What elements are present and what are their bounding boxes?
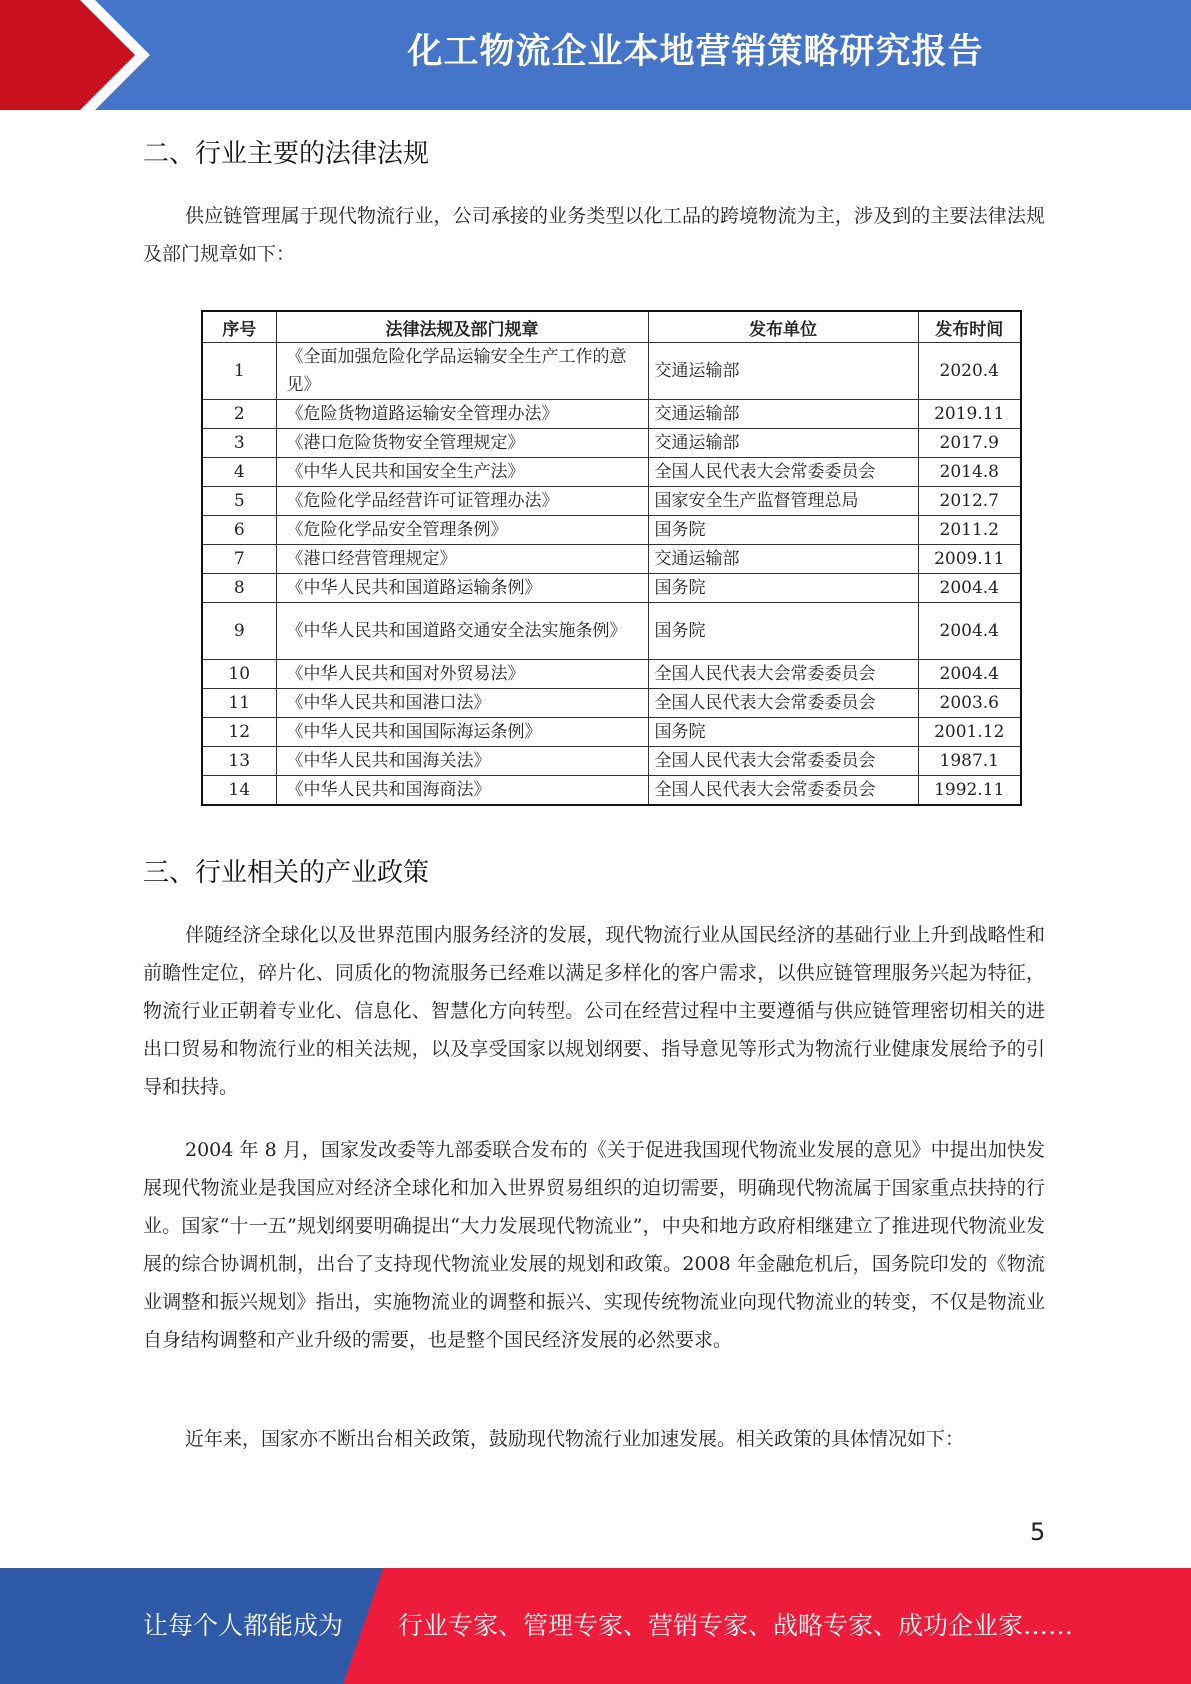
table-row [202, 545, 1021, 574]
cell-law: 《港口经营管理规定》 [276, 545, 648, 574]
cell-law: 《全面加强危险化学品运输安全生产工作的意见》 [276, 343, 648, 400]
cell-seq: 5 [202, 487, 276, 516]
cell-issuer: 国务院 [648, 574, 918, 603]
cell-law: 《中华人民共和国国际海运条例》 [276, 718, 648, 747]
cell-law: 《中华人民共和国道路交通安全法实施条例》 [276, 603, 648, 660]
cell-law: 《危险化学品经营许可证管理办法》 [276, 487, 648, 516]
table-row [202, 400, 1021, 429]
cell-seq: 4 [202, 458, 276, 487]
table-row [202, 660, 1021, 689]
laws-table [201, 310, 1022, 806]
cell-seq: 12 [202, 718, 276, 747]
cell-seq: 13 [202, 747, 276, 776]
section-3-paragraph-2: 2004 年 8 月，国家发改委等九部委联合发布的《关于促进我国现代物流业发展的意见》中提出加快发展现代物流业是我国应对经济全球化和加入世界贸易组织的迫切需要，明确现代物流属于国家重点扶持的行业。国家“十一五”规划纲要明确提出“大力发展现代物流业”，中央和地方政府相继建立了推进现代物流业发展的综合协调机制，出台了支持现代物流业发展的规划和政策。2008 年金融危机后，国务院印发的《物流业调整和振兴规划》指出，实施物流业的调整和振兴、实现传统物流业向现代物流业的转变，不仅是物流业自身结构调整和产业升级的需要，也是整个国民经济发展的必然要求。 [143, 1139, 1045, 1351]
table-row [202, 603, 1021, 660]
cell-date: 2001.12 [918, 718, 1021, 747]
cell-issuer: 国务院 [648, 516, 918, 545]
page-number: 5 [1030, 1518, 1046, 1546]
cell-date: 2012.7 [918, 487, 1021, 516]
footer-banner [0, 1568, 1191, 1684]
cell-date: 2019.11 [918, 400, 1021, 429]
table-row [202, 689, 1021, 718]
cell-seq: 14 [202, 776, 276, 806]
col-header-issuer: 发布单位 [648, 311, 918, 343]
table-row [202, 574, 1021, 603]
cell-date: 2003.6 [918, 689, 1021, 718]
cell-law: 《中华人民共和国道路运输条例》 [276, 574, 648, 603]
cell-date: 2014.8 [918, 458, 1021, 487]
cell-seq: 2 [202, 400, 276, 429]
col-header-date: 发布时间 [918, 311, 1021, 343]
cell-seq: 6 [202, 516, 276, 545]
cell-law: 《危险货物道路运输安全管理办法》 [276, 400, 648, 429]
cell-issuer: 交通运输部 [648, 545, 918, 574]
cell-seq: 1 [202, 343, 276, 400]
col-header-law: 法律法规及部门规章 [276, 311, 648, 343]
footer-slogan-left: 让每个人都能成为 [143, 1611, 344, 1640]
cell-issuer: 国务院 [648, 603, 918, 660]
cell-date: 2004.4 [918, 603, 1021, 660]
cell-law: 《中华人民共和国港口法》 [276, 689, 648, 718]
cell-issuer: 全国人民代表大会常委委员会 [648, 747, 918, 776]
cell-law: 《中华人民共和国海关法》 [276, 747, 648, 776]
footer-slogan-right: 行业专家、管理专家、营销专家、战略专家、成功企业家…… [398, 1611, 1074, 1640]
table-row [202, 516, 1021, 545]
table-row [202, 429, 1021, 458]
table-row [202, 747, 1021, 776]
cell-law: 《港口危险货物安全管理规定》 [276, 429, 648, 458]
header-red-arrow-icon [0, 0, 150, 110]
cell-date: 2009.11 [918, 545, 1021, 574]
cell-issuer: 国家安全生产监督管理总局 [648, 487, 918, 516]
cell-seq: 9 [202, 603, 276, 660]
section-2-intro: 供应链管理属于现代物流行业，公司承接的业务类型以化工品的跨境物流为主，涉及到的主要法律法规及部门规章如下： [143, 205, 1045, 265]
laws-table-container [201, 310, 1020, 806]
table-header-row [202, 311, 1021, 343]
cell-issuer: 全国人民代表大会常委委员会 [648, 458, 918, 487]
table-row [202, 343, 1021, 400]
cell-date: 2017.9 [918, 429, 1021, 458]
report-title: 化工物流企业本地营销策略研究报告 [407, 32, 984, 72]
cell-law: 《中华人民共和国安全生产法》 [276, 458, 648, 487]
cell-seq: 7 [202, 545, 276, 574]
cell-issuer: 交通运输部 [648, 343, 918, 400]
cell-law: 《危险化学品安全管理条例》 [276, 516, 648, 545]
table-row [202, 458, 1021, 487]
section-2-heading: 二、行业主要的法律法规 [143, 139, 430, 169]
cell-issuer: 全国人民代表大会常委委员会 [648, 776, 918, 806]
cell-law: 《中华人民共和国对外贸易法》 [276, 660, 648, 689]
laws-table-body [202, 343, 1021, 806]
table-row [202, 487, 1021, 516]
cell-date: 1992.11 [918, 776, 1021, 806]
header-banner [0, 0, 1191, 110]
cell-date: 2004.4 [918, 660, 1021, 689]
cell-date: 2020.4 [918, 343, 1021, 400]
cell-seq: 10 [202, 660, 276, 689]
section-3-paragraph-1: 伴随经济全球化以及世界范围内服务经济的发展，现代物流行业从国民经济的基础行业上升到战略性和前瞻性定位，碎片化、同质化的物流服务已经难以满足多样化的客户需求，以供应链管理服务兴起为特征，物流行业正朝着专业化、信息化、智慧化方向转型。公司在经营过程中主要遵循与供应链管理密切相关的进出口贸易和物流行业的相关法规，以及享受国家以规划纲要、指导意见等形式为物流行业健康发展给予的引导和扶持。 [143, 924, 1045, 1098]
col-header-seq: 序号 [202, 311, 276, 343]
cell-issuer: 全国人民代表大会常委委员会 [648, 660, 918, 689]
cell-issuer: 国务院 [648, 718, 918, 747]
cell-issuer: 全国人民代表大会常委委员会 [648, 689, 918, 718]
section-3-paragraph-3: 近年来，国家亦不断出台相关政策，鼓励现代物流行业加速发展。相关政策的具体情况如下： [185, 1428, 965, 1450]
cell-seq: 11 [202, 689, 276, 718]
cell-seq: 3 [202, 429, 276, 458]
cell-date: 2011.2 [918, 516, 1021, 545]
table-row [202, 776, 1021, 806]
cell-law: 《中华人民共和国海商法》 [276, 776, 648, 806]
section-3-heading: 三、行业相关的产业政策 [143, 858, 430, 888]
cell-seq: 8 [202, 574, 276, 603]
cell-date: 2004.4 [918, 574, 1021, 603]
cell-issuer: 交通运输部 [648, 400, 918, 429]
cell-date: 1987.1 [918, 747, 1021, 776]
cell-issuer: 交通运输部 [648, 429, 918, 458]
table-row [202, 718, 1021, 747]
